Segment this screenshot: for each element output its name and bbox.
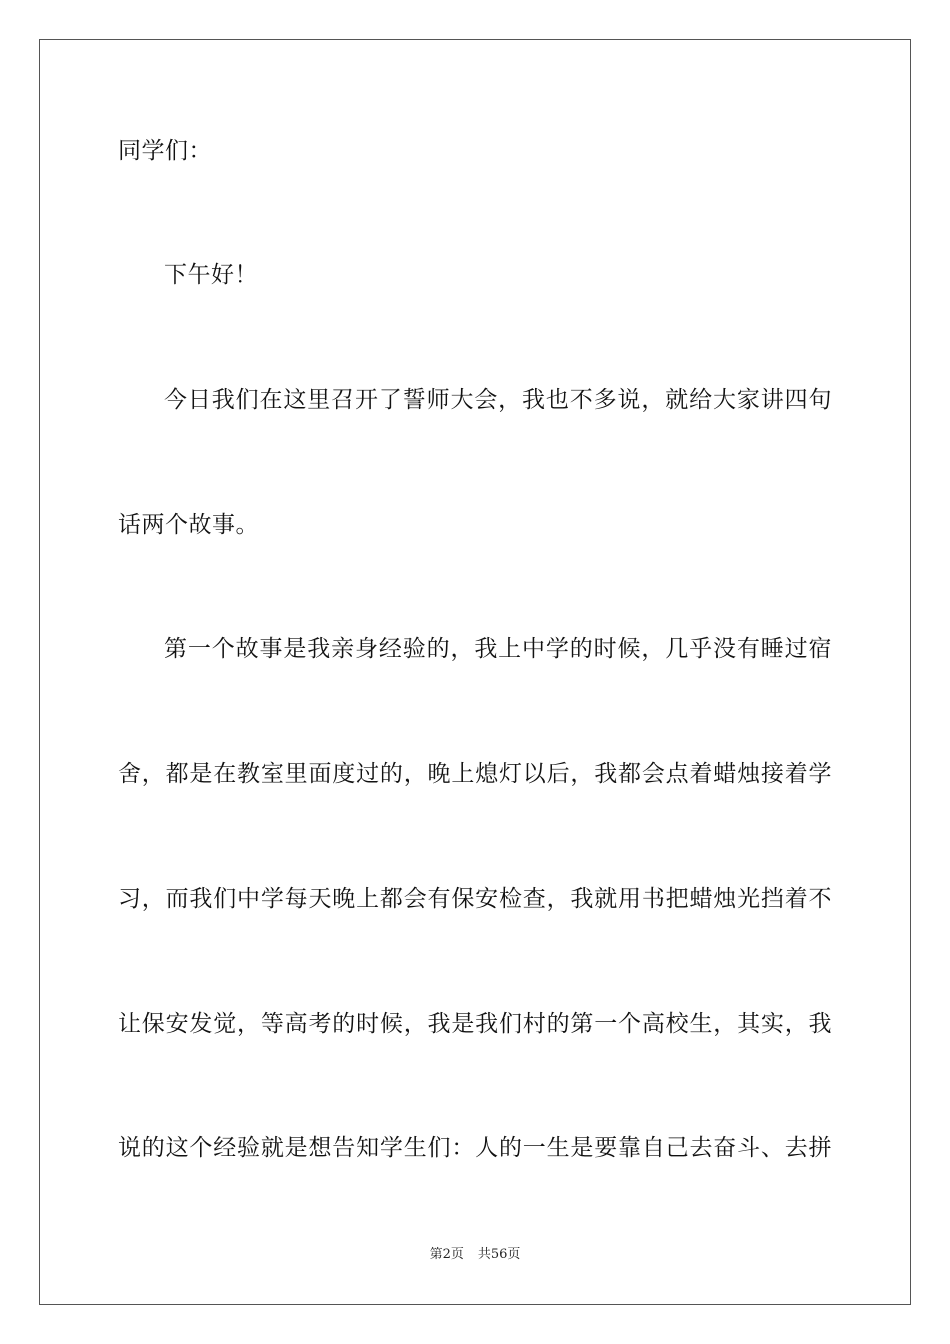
paragraph-line: 今日我们在这里召开了誓师大会，我也不多说，就给大家讲四句 <box>164 387 832 413</box>
paragraph-line: 舍，都是在教室里面度过的，晚上熄灯以后，我都会点着蜡烛接着学 <box>118 761 832 787</box>
page-border <box>39 39 911 1305</box>
page-total: 共56页 <box>477 1247 521 1262</box>
paragraph-line: 话两个故事。 <box>118 512 259 538</box>
page-footer <box>0 1246 950 1264</box>
paragraph-line: 让保安发觉，等高考的时候，我是我们村的第一个高校生，其实，我 <box>118 1011 832 1037</box>
paragraph-line: 习，而我们中学每天晚上都会有保安检查，我就用书把蜡烛光挡着不 <box>118 886 832 912</box>
paragraph-line: 第一个故事是我亲身经验的，我上中学的时候，几乎没有睡过宿 <box>164 636 832 662</box>
salutation-line: 下午好！ <box>164 262 258 288</box>
greeting-line: 同学们： <box>118 138 212 164</box>
page-number: 第2页 <box>429 1247 464 1262</box>
paragraph-line: 说的这个经验就是想告知学生们：人的一生是要靠自己去奋斗、去拼 <box>118 1135 832 1161</box>
